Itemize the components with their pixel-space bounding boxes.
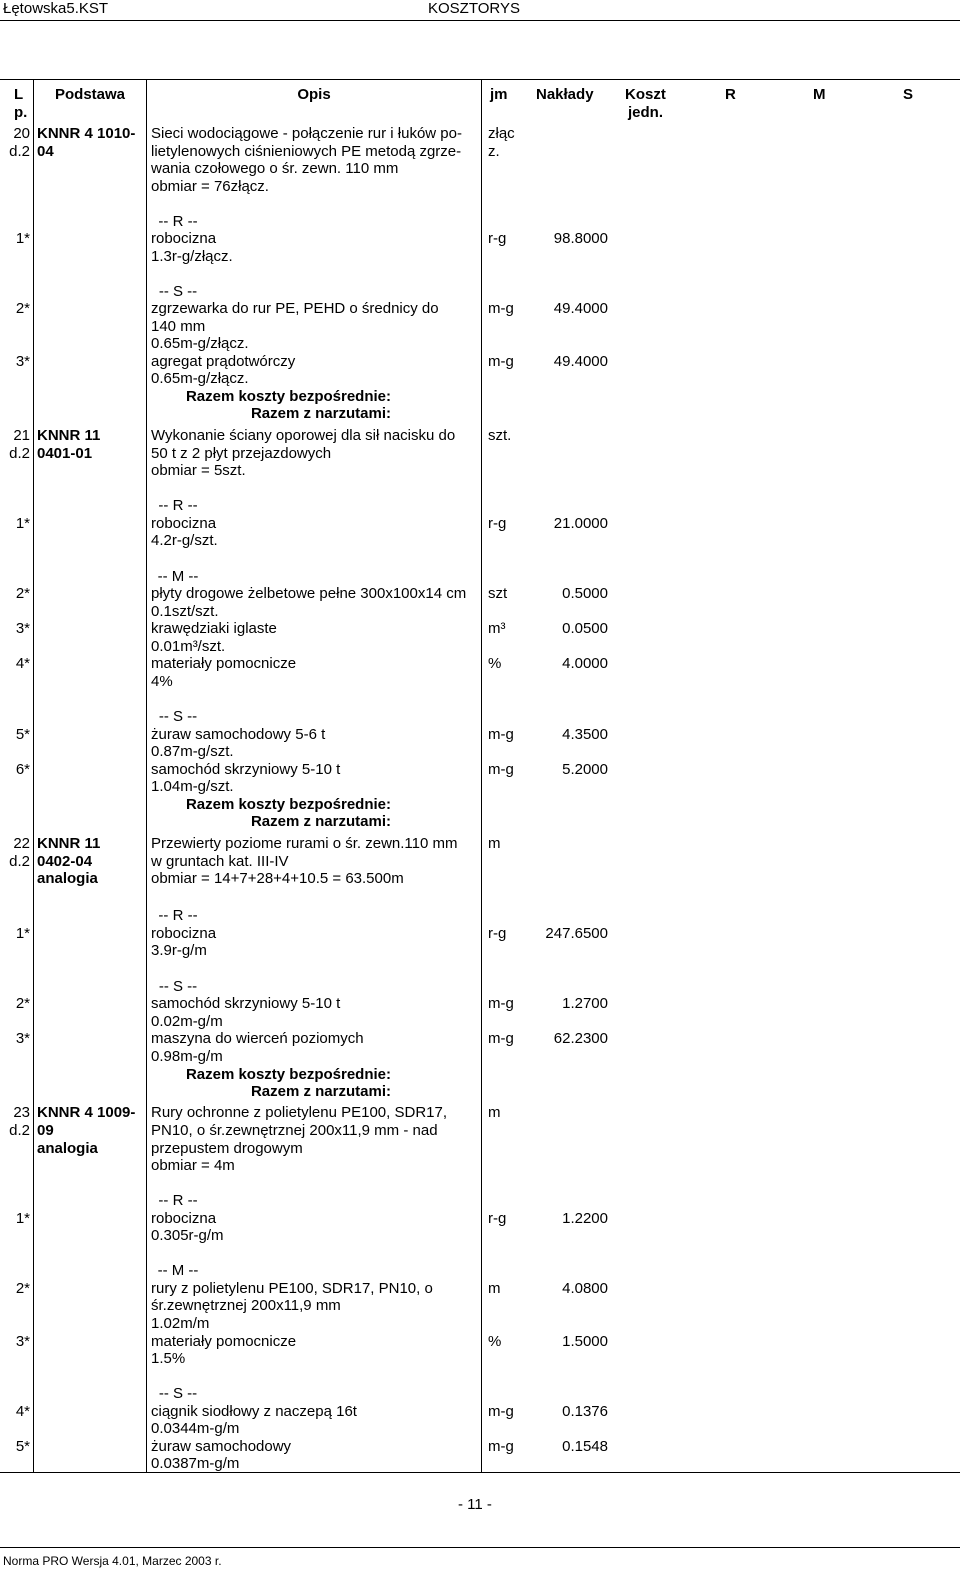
row-unit: m³ xyxy=(488,620,506,637)
row-description: 0.01m³/szt. xyxy=(151,638,226,655)
row-lp: d.2 xyxy=(9,1122,30,1139)
row-lp: 3* xyxy=(15,353,30,370)
row-description: robocizna xyxy=(151,230,217,247)
group-header: -- R -- xyxy=(158,907,198,924)
row-unit: m-g xyxy=(488,995,514,1012)
row-unit: m-g xyxy=(488,353,514,370)
group-header: -- S -- xyxy=(158,283,198,300)
row-description: obmiar = 5szt. xyxy=(151,462,246,479)
row-unit: złąc xyxy=(488,125,515,142)
row-podstawa: KNNR 11 xyxy=(37,427,101,444)
row-description: płyty drogowe żelbetowe pełne 300x100x14 cm xyxy=(151,585,467,602)
row-lp: 21 xyxy=(13,427,30,444)
column-divider xyxy=(146,79,147,1473)
row-podstawa: 09 xyxy=(37,1122,54,1139)
col-koszt-line1: Koszt xyxy=(625,86,666,103)
group-header: -- M -- xyxy=(157,568,199,585)
row-naklady: 1.2700 xyxy=(562,995,608,1012)
col-podstawa: Podstawa xyxy=(54,86,126,103)
row-description: 0.65m-g/złącz. xyxy=(151,335,249,352)
col-opis: Opis xyxy=(297,86,331,103)
row-unit: szt xyxy=(488,585,508,602)
summary-label: Razem z narzutami: xyxy=(250,1083,391,1100)
row-naklady: 49.4000 xyxy=(553,300,608,317)
table-bottom-rule xyxy=(0,1472,960,1473)
row-description: 0.305r-g/m xyxy=(151,1227,224,1244)
software-credit: Norma PRO Wersja 4.01, Marzec 2003 r. xyxy=(3,1554,222,1568)
row-lp: 2* xyxy=(15,1280,30,1297)
row-lp: 2* xyxy=(15,995,30,1012)
row-podstawa: analogia xyxy=(37,1140,98,1157)
row-description: w gruntach kat. III-IV xyxy=(151,853,289,870)
row-lp: 23 xyxy=(13,1104,30,1121)
row-description: robocizna xyxy=(151,1210,217,1227)
row-description: ciągnik siodłowy z naczepą 16t xyxy=(151,1403,357,1420)
footer-rule xyxy=(0,1547,960,1548)
row-naklady: 0.1548 xyxy=(562,1438,608,1455)
file-name: Łętowska5.KST xyxy=(3,0,109,17)
row-naklady: 0.0500 xyxy=(562,620,608,637)
group-header: -- M -- xyxy=(157,1262,199,1279)
row-description: wania czołowego o śr. zewn. 110 mm xyxy=(151,160,399,177)
row-naklady: 98.8000 xyxy=(553,230,608,247)
row-description: 0.87m-g/szt. xyxy=(151,743,234,760)
row-description: samochód skrzyniowy 5-10 t xyxy=(151,761,341,778)
row-lp: 1* xyxy=(15,1210,30,1227)
row-naklady: 4.0000 xyxy=(562,655,608,672)
group-header: -- R -- xyxy=(158,1192,198,1209)
col-jm: jm xyxy=(490,86,508,103)
row-podstawa: KNNR 4 1010- xyxy=(37,125,136,142)
row-description: 0.02m-g/m xyxy=(151,1013,223,1030)
row-description: 0.0387m-g/m xyxy=(151,1455,240,1472)
row-description: materiały pomocnicze xyxy=(151,1333,297,1350)
row-lp: 4* xyxy=(15,1403,30,1420)
row-description: 4% xyxy=(151,673,173,690)
row-lp: 3* xyxy=(15,1030,30,1047)
row-description: Wykonanie ściany oporowej dla sił nacisku do xyxy=(151,427,456,444)
row-lp: 1* xyxy=(15,515,30,532)
row-unit: m xyxy=(488,1104,501,1121)
col-naklady: Nakłady xyxy=(536,86,594,103)
row-lp: 1* xyxy=(15,925,30,942)
col-m: M xyxy=(813,86,826,103)
group-header: -- S -- xyxy=(158,708,198,725)
row-description: robocizna xyxy=(151,925,217,942)
row-description: żuraw samochodowy 5-6 t xyxy=(151,726,326,743)
summary-label: Razem z narzutami: xyxy=(250,405,391,422)
row-lp: 6* xyxy=(15,761,30,778)
row-unit: m-g xyxy=(488,1403,514,1420)
row-description: maszyna do wierceń poziomych xyxy=(151,1030,364,1047)
row-unit: m xyxy=(488,1280,501,1297)
row-lp: 20 xyxy=(13,125,30,142)
row-unit: m-g xyxy=(488,300,514,317)
row-description: żuraw samochodowy xyxy=(151,1438,292,1455)
row-description: Przewierty poziome rurami o śr. zewn.110 mm xyxy=(151,835,458,852)
row-unit: r-g xyxy=(488,925,507,942)
row-description: materiały pomocnicze xyxy=(151,655,297,672)
row-unit: m-g xyxy=(488,726,514,743)
row-lp: 5* xyxy=(15,1438,30,1455)
row-podstawa: 0401-01 xyxy=(37,445,93,462)
row-unit: m-g xyxy=(488,1030,514,1047)
row-unit: m xyxy=(488,835,501,852)
row-lp: 2* xyxy=(15,585,30,602)
row-lp: 2* xyxy=(15,300,30,317)
row-description: lietylenowych ciśnieniowych PE metodą zgrze- xyxy=(151,143,462,160)
row-naklady: 0.1376 xyxy=(562,1403,608,1420)
row-lp: 4* xyxy=(15,655,30,672)
row-naklady: 5.2000 xyxy=(562,761,608,778)
summary-label: Razem koszty bezpośrednie: xyxy=(185,388,391,405)
group-header: -- R -- xyxy=(158,497,198,514)
row-lp: d.2 xyxy=(9,853,30,870)
summary-label: Razem z narzutami: xyxy=(250,813,391,830)
row-lp: 3* xyxy=(15,620,30,637)
row-naklady: 21.0000 xyxy=(553,515,608,532)
row-lp: 3* xyxy=(15,1333,30,1350)
row-unit: szt. xyxy=(488,427,512,444)
page-number: - 11 - xyxy=(458,1496,492,1513)
row-lp: 22 xyxy=(13,835,30,852)
row-description: agregat prądotwórczy xyxy=(151,353,296,370)
header-rule xyxy=(0,20,960,21)
table-top-rule xyxy=(0,79,960,80)
row-description: Rury ochronne z polietylenu PE100, SDR17, xyxy=(151,1104,448,1121)
row-description: 1.04m-g/szt. xyxy=(151,778,234,795)
row-description: obmiar = 76złącz. xyxy=(151,178,269,195)
row-description: przepustem drogowym xyxy=(151,1140,303,1157)
row-description: 0.98m-g/m xyxy=(151,1048,223,1065)
row-unit: m-g xyxy=(488,1438,514,1455)
row-description: 0.65m-g/złącz. xyxy=(151,370,249,387)
row-naklady: 1.2200 xyxy=(562,1210,608,1227)
row-description: krawędziaki iglaste xyxy=(151,620,277,637)
row-description: PN10, o śr.zewnętrznej 200x11,9 mm - nad xyxy=(151,1122,438,1139)
row-naklady: 4.0800 xyxy=(562,1280,608,1297)
summary-label: Razem koszty bezpośrednie: xyxy=(185,796,391,813)
row-podstawa: 0402-04 xyxy=(37,853,93,870)
col-s: S xyxy=(903,86,914,103)
row-description: samochód skrzyniowy 5-10 t xyxy=(151,995,341,1012)
column-divider xyxy=(33,79,34,1473)
row-description: śr.zewnętrznej 200x11,9 mm xyxy=(151,1297,341,1314)
row-unit: m-g xyxy=(488,761,514,778)
col-koszt-line2: jedn. xyxy=(628,104,664,121)
row-description: obmiar = 4m xyxy=(151,1157,235,1174)
row-description: 1.3r-g/złącz. xyxy=(151,248,233,265)
row-description: 1.5% xyxy=(151,1350,186,1367)
summary-label: Razem koszty bezpośrednie: xyxy=(185,1066,391,1083)
document-title: KOSZTORYS xyxy=(428,0,520,17)
row-unit: r-g xyxy=(488,515,507,532)
row-description: 0.1szt/szt. xyxy=(151,603,219,620)
col-lp-line1: L xyxy=(14,86,24,103)
row-unit: r-g xyxy=(488,1210,507,1227)
row-podstawa: KNNR 4 1009- xyxy=(37,1104,136,1121)
row-naklady: 247.6500 xyxy=(545,925,608,942)
row-unit: z. xyxy=(488,143,500,160)
group-header: -- S -- xyxy=(158,1385,198,1402)
row-naklady: 4.3500 xyxy=(562,726,608,743)
row-description: Sieci wodociągowe - połączenie rur i łuków po- xyxy=(151,125,462,142)
group-header: -- R -- xyxy=(158,213,198,230)
row-lp: 1* xyxy=(15,230,30,247)
row-description: robocizna xyxy=(151,515,217,532)
row-naklady: 62.2300 xyxy=(553,1030,608,1047)
row-description: 1.02m/m xyxy=(151,1315,210,1332)
column-divider xyxy=(481,79,482,1473)
col-r: R xyxy=(725,86,736,103)
row-description: 0.0344m-g/m xyxy=(151,1420,240,1437)
row-naklady: 0.5000 xyxy=(562,585,608,602)
row-podstawa: analogia xyxy=(37,870,98,887)
row-description: zgrzewarka do rur PE, PEHD o średnicy do xyxy=(151,300,439,317)
row-podstawa: 04 xyxy=(37,143,54,160)
row-naklady: 1.5000 xyxy=(562,1333,608,1350)
row-description: 3.9r-g/m xyxy=(151,942,207,959)
row-description: 140 mm xyxy=(151,318,206,335)
group-header: -- S -- xyxy=(158,978,198,995)
row-unit: r-g xyxy=(488,230,507,247)
row-naklady: 49.4000 xyxy=(553,353,608,370)
row-lp: 5* xyxy=(15,726,30,743)
row-description: obmiar = 14+7+28+4+10.5 = 63.500m xyxy=(151,870,404,887)
row-podstawa: KNNR 11 xyxy=(37,835,101,852)
row-description: 4.2r-g/szt. xyxy=(151,532,218,549)
row-description: 50 t z 2 płyt przejazdowych xyxy=(151,445,332,462)
row-lp: d.2 xyxy=(9,143,30,160)
col-lp-line2: p. xyxy=(14,104,28,121)
row-lp: d.2 xyxy=(9,445,30,462)
row-unit: % xyxy=(488,655,502,672)
row-unit: % xyxy=(488,1333,502,1350)
row-description: rury z polietylenu PE100, SDR17, PN10, o xyxy=(151,1280,433,1297)
